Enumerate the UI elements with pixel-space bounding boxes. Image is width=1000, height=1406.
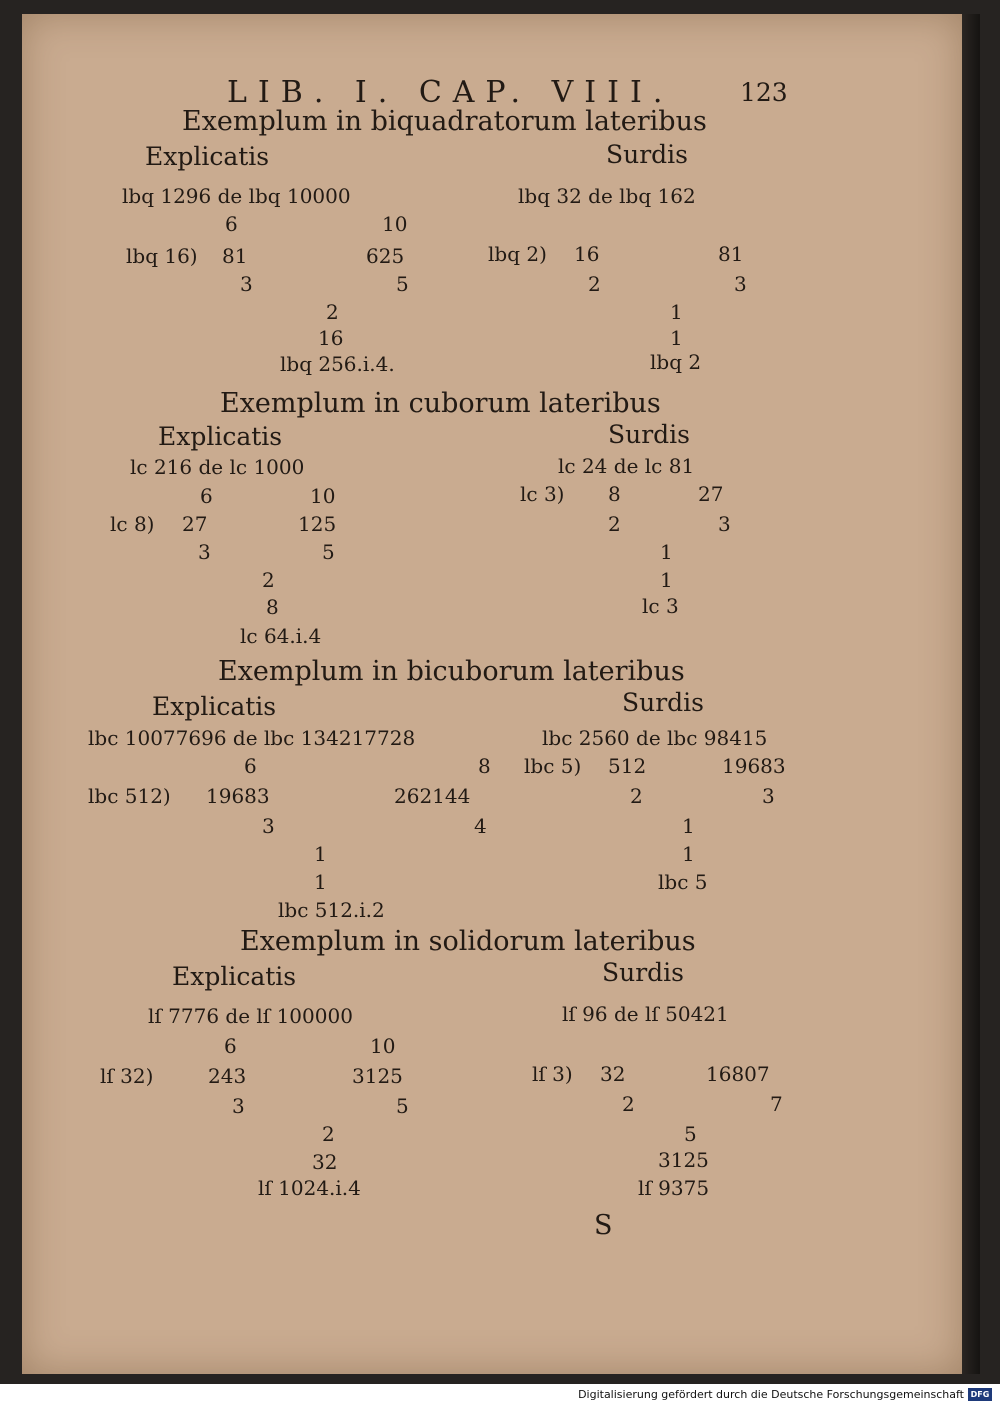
calc-line: 16 [574,242,600,266]
left-column-heading: Explicatis [145,142,270,171]
running-title: LIB. I. CAP. VIII. [227,75,674,110]
calc-line: 1 [682,814,695,838]
calc-line: 19683 [722,754,786,778]
calc-line: lbc 5) [524,754,582,778]
calc-line: lſ 3) [532,1062,573,1086]
calc-line: 1 [660,540,673,564]
calc-line: 7 [770,1092,783,1116]
calc-line: 5 [396,272,409,296]
calc-line: lc 24 de lc 81 [558,454,695,478]
calc-line: 8 [478,754,491,778]
calc-line: 2 [262,568,275,592]
calc-line: 262144 [394,784,471,808]
calc-line: 5 [684,1122,697,1146]
calc-line: 27 [182,512,208,536]
calc-line: lbc 2560 de lbc 98415 [542,726,768,750]
calc-line: lbq 2 [650,350,702,374]
calc-line: 1 [682,842,695,866]
calc-line: 6 [244,754,257,778]
calc-line: 10 [310,484,336,508]
example-title: Exemplum in biquadratorum lateribus [182,106,707,137]
calc-line: 3 [240,272,253,296]
calc-line: 8 [608,482,621,506]
calc-line: lbq 256.i.4. [280,352,395,376]
calc-line: 2 [322,1122,335,1146]
calc-line: 32 [312,1150,338,1174]
calc-line: 243 [208,1064,247,1088]
calc-line: 8 [266,595,279,619]
calc-line: 2 [630,784,643,808]
book-page [22,14,962,1374]
calc-line: 3 [232,1094,245,1118]
calc-line: lbq 2) [488,242,547,266]
calc-line: 1 [670,300,683,324]
calc-line: 2 [326,300,339,324]
left-column-heading: Explicatis [158,422,283,451]
calc-line: 2 [608,512,621,536]
calc-line: 3 [262,814,275,838]
calc-line: 2 [588,272,601,296]
calc-line: lſ 7776 de lſ 100000 [148,1004,353,1028]
calc-line: lc 3) [520,482,565,506]
calc-line: lbc 512.i.2 [278,898,385,922]
calc-line: 10 [382,212,408,236]
calc-line: lc 3 [642,594,679,618]
calc-line: 4 [474,814,487,838]
calc-line: 6 [225,212,238,236]
calc-line: 16807 [706,1062,770,1086]
calc-line: 3 [718,512,731,536]
calc-line: 3125 [658,1148,709,1172]
calc-line: lſ 1024.i.4 [258,1176,361,1200]
calc-line: lbq 16) [126,244,198,268]
calc-line: 27 [698,482,724,506]
footer-bar [0,1384,1000,1406]
calc-line: 1 [670,326,683,350]
calc-line: 6 [200,484,213,508]
calc-line: lbq 32 de lbq 162 [518,184,696,208]
calc-line: 3 [762,784,775,808]
calc-line: 1 [660,568,673,592]
calc-line: 10 [370,1034,396,1058]
calc-line: lbq 1296 de lbq 10000 [122,184,351,208]
left-column-heading: Explicatis [152,692,277,721]
calc-line: lc 8) [110,512,155,536]
dfg-logo: DFG [968,1388,992,1401]
footer-credit: Digitalisierung gefördert durch die Deutsche Forschungsgemeinschaft [578,1388,964,1401]
calc-line: 512 [608,754,647,778]
calc-line: 3 [734,272,747,296]
calc-line: 6 [224,1034,237,1058]
right-column-heading: Surdis [622,688,705,717]
right-column-heading: Surdis [602,958,685,987]
book-spine-edge [962,14,980,1374]
right-column-heading: Surdis [606,140,689,169]
calc-line: 5 [322,540,335,564]
catchword: S [594,1210,613,1241]
calc-line: lſ 9375 [638,1176,710,1200]
right-column-heading: Surdis [608,420,691,449]
example-title: Exemplum in cuborum lateribus [220,388,661,419]
calc-line: lbc 5 [658,870,708,894]
calc-line: 32 [600,1062,626,1086]
example-title: Exemplum in solidorum lateribus [240,926,696,957]
calc-line: 81 [718,242,744,266]
calc-line: lbc 10077696 de lbc 134217728 [88,726,416,750]
calc-line: lc 64.i.4 [240,624,322,648]
page-number: 123 [740,78,788,107]
calc-line: 19683 [206,784,270,808]
calc-line: 81 [222,244,248,268]
calc-line: 1 [314,870,327,894]
calc-line: 1 [314,842,327,866]
calc-line: 3125 [352,1064,403,1088]
calc-line: lſ 96 de lſ 50421 [562,1002,729,1026]
calc-line: 5 [396,1094,409,1118]
calc-line: 3 [198,540,211,564]
calc-line: 2 [622,1092,635,1116]
example-title: Exemplum in bicuborum lateribus [218,656,685,687]
left-column-heading: Explicatis [172,962,297,991]
calc-line: lſ 32) [100,1064,154,1088]
calc-line: 625 [366,244,405,268]
calc-line: 125 [298,512,337,536]
calc-line: lc 216 de lc 1000 [130,455,305,479]
calc-line: lbc 512) [88,784,171,808]
calc-line: 16 [318,326,344,350]
